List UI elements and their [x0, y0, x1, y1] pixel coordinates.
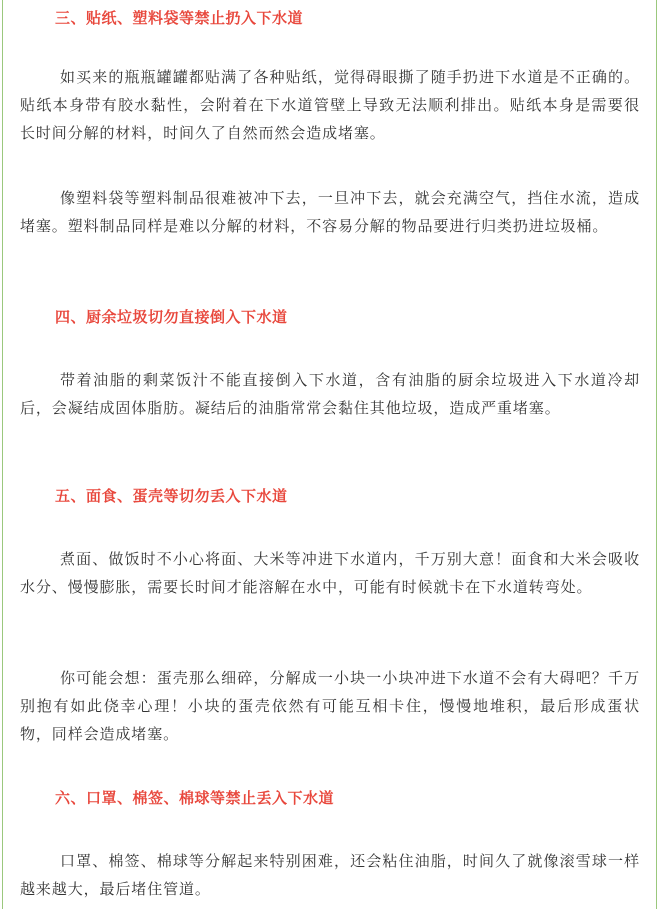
section-5-paragraph-1: 煮面、做饭时不小心将面、大米等冲进下水道内，千万别大意！面食和大米会吸收水分、慢慢膨胀，需要长时间才能溶解在水中，可能有时候就卡在下水道转弯处。 — [20, 550, 640, 596]
section-3-paragraph-1: 如买来的瓶瓶罐罐都贴满了各种贴纸，觉得碍眼撕了随手扔进下水道是不正确的。贴纸本身带有胶水黏性，会附着在下水道管壁上导致无法顺利排出。贴纸本身是需要很长时间分解的材料，时间久了自然而然会造成堵塞。 — [20, 68, 640, 142]
section-5-heading: 五、面食、蛋壳等切勿丢入下水道 — [55, 487, 288, 505]
section-3-paragraph-2: 像塑料袋等塑料制品很难被冲下去，一旦冲下去，就会充满空气，挡住水流，造成堵塞。塑料制品同样是难以分解的材料，不容易分解的物品要进行归类扔进垃圾桶。 — [20, 189, 640, 235]
section-6-paragraph-1: 口罩、棉签、棉球等分解起来特别困难，还会粘住油脂，时间久了就像滚雪球一样越来越大，最后堵住管道。 — [20, 852, 640, 898]
section-5-paragraph-2: 你可能会想：蛋壳那么细碎，分解成一小块一小块冲进下水道不会有大碍吧？千万别抱有如此侥幸心理！小块的蛋壳依然有可能互相卡住，慢慢地堆积，最后形成蛋状物，同样会造成堵塞。 — [20, 669, 640, 743]
section-3-heading: 三、贴纸、塑料袋等禁止扔入下水道 — [55, 9, 304, 27]
section-4-paragraph-1: 带着油脂的剩菜饭汁不能直接倒入下水道，含有油脂的厨余垃圾进入下水道冷却后，会凝结成固体脂肪。凝结后的油脂常常会黏住其他垃圾，造成严重堵塞。 — [20, 371, 640, 417]
section-6-heading: 六、口罩、棉签、棉球等禁止丢入下水道 — [55, 789, 335, 807]
section-4-heading: 四、厨余垃圾切勿直接倒入下水道 — [55, 308, 288, 326]
